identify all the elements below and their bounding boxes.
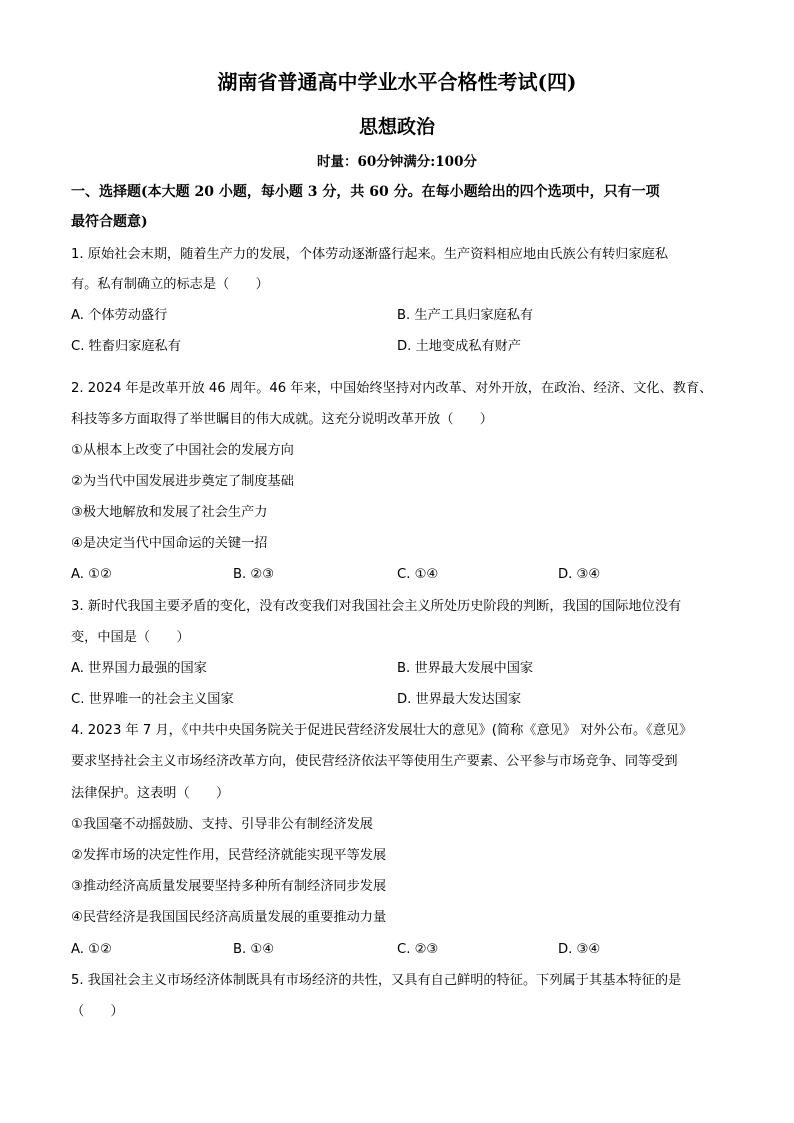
- q3-stem-cont: 变，中国是（ ）: [71, 630, 190, 645]
- q4-stem: 4. 2023 年 7 月，《中共中央国务院关于促进民营经济发展壮大的意见》(简称《意见》 对外公布。《意见》: [71, 723, 693, 738]
- q1-stem-cont: 有。私有制确立的标志是（ ）: [71, 277, 269, 292]
- q4-stem-cont-2: 法律保护。这表明（ ）: [71, 786, 230, 801]
- q4-statement-1: ①我国毫不动摇鼓励、支持、引导非公有制经济发展: [71, 817, 373, 832]
- q2-option-d: D. ③④: [558, 567, 601, 582]
- q2-statement-3: ③极大地解放和发展了社会生产力: [71, 505, 268, 520]
- q4-stem-cont: 要求坚持社会主义市场经济改革方向，使民营经济依法平等使用生产要素、公平参与市场竞争、同等受到: [71, 754, 678, 769]
- q4-statement-3: ③推动经济高质量发展要坚持多种所有制经济同步发展: [71, 879, 387, 894]
- q4-option-a: A. ①②: [71, 942, 112, 957]
- q2-stem: 2. 2024 年是改革开放 46 周年。46 年来，中国始终坚持对内改革、对外开放，在政治、经济、文化、教育、: [71, 381, 713, 396]
- q5-stem-cont: （ ）: [71, 1004, 124, 1019]
- q2-statement-4: ④是决定当代中国命运的关键一招: [71, 536, 268, 551]
- q1-option-d: D. 土地变成私有财产: [397, 339, 522, 354]
- q2-statement-2: ②为当代中国发展进步奠定了制度基础: [71, 474, 294, 489]
- q5-stem: 5. 我国社会主义市场经济体制既具有市场经济的共性，又具有自己鲜明的特征。下列属于其基本特征的是: [71, 973, 682, 988]
- q2-stem-cont: 科技等多方面取得了举世瞩目的伟大成就。这充分说明改革开放（ ）: [71, 412, 493, 427]
- q2-statement-1: ①从根本上改变了中国社会的发展方向: [71, 443, 294, 458]
- q3-option-d: D. 世界最大发达国家: [397, 692, 522, 707]
- q4-option-c: C. ②③: [397, 942, 439, 957]
- q4-statement-4: ④民营经济是我国国民经济高质量发展的重要推动力量: [71, 910, 387, 925]
- q4-option-d: D. ③④: [558, 942, 601, 957]
- section-heading-cont: 最符合题意): [71, 214, 148, 230]
- q2-option-a: A. ①②: [71, 567, 112, 582]
- time-info: 时量：60分钟满分:100分: [317, 154, 477, 170]
- q4-statement-2: ②发挥市场的决定性作用，民营经济就能实现平等发展: [71, 848, 387, 863]
- q3-option-c: C. 世界唯一的社会主义国家: [71, 692, 234, 707]
- section-heading: 一、选择题(本大题 20 小题，每小题 3 分，共 60 分。在每小题给出的四个选项中，只有一项: [71, 184, 660, 200]
- q2-option-c: C. ①④: [397, 567, 439, 582]
- q1-option-a: A. 个体劳动盛行: [71, 308, 168, 323]
- q3-option-b: B. 世界最大发展中国家: [397, 661, 534, 676]
- q2-option-b: B. ②③: [233, 567, 275, 582]
- q3-option-a: A. 世界国力最强的国家: [71, 661, 207, 676]
- subject-title: 思想政治: [358, 116, 435, 138]
- q4-option-b: B. ①④: [233, 942, 275, 957]
- q3-stem: 3. 新时代我国主要矛盾的变化，没有改变我们对我国社会主义所处历史阶段的判断，我国的国际地位没有: [71, 599, 682, 614]
- q1-stem: 1. 原始社会末期，随着生产力的发展，个体劳动逐渐盛行起来。生产资料相应地由氏族公有转归家庭私: [71, 247, 669, 262]
- q1-option-c: C. 牲畜归家庭私有: [71, 339, 181, 354]
- q1-option-b: B. 生产工具归家庭私有: [397, 308, 534, 323]
- exam-title: 湖南省普通高中学业水平合格性考试(四): [217, 70, 577, 94]
